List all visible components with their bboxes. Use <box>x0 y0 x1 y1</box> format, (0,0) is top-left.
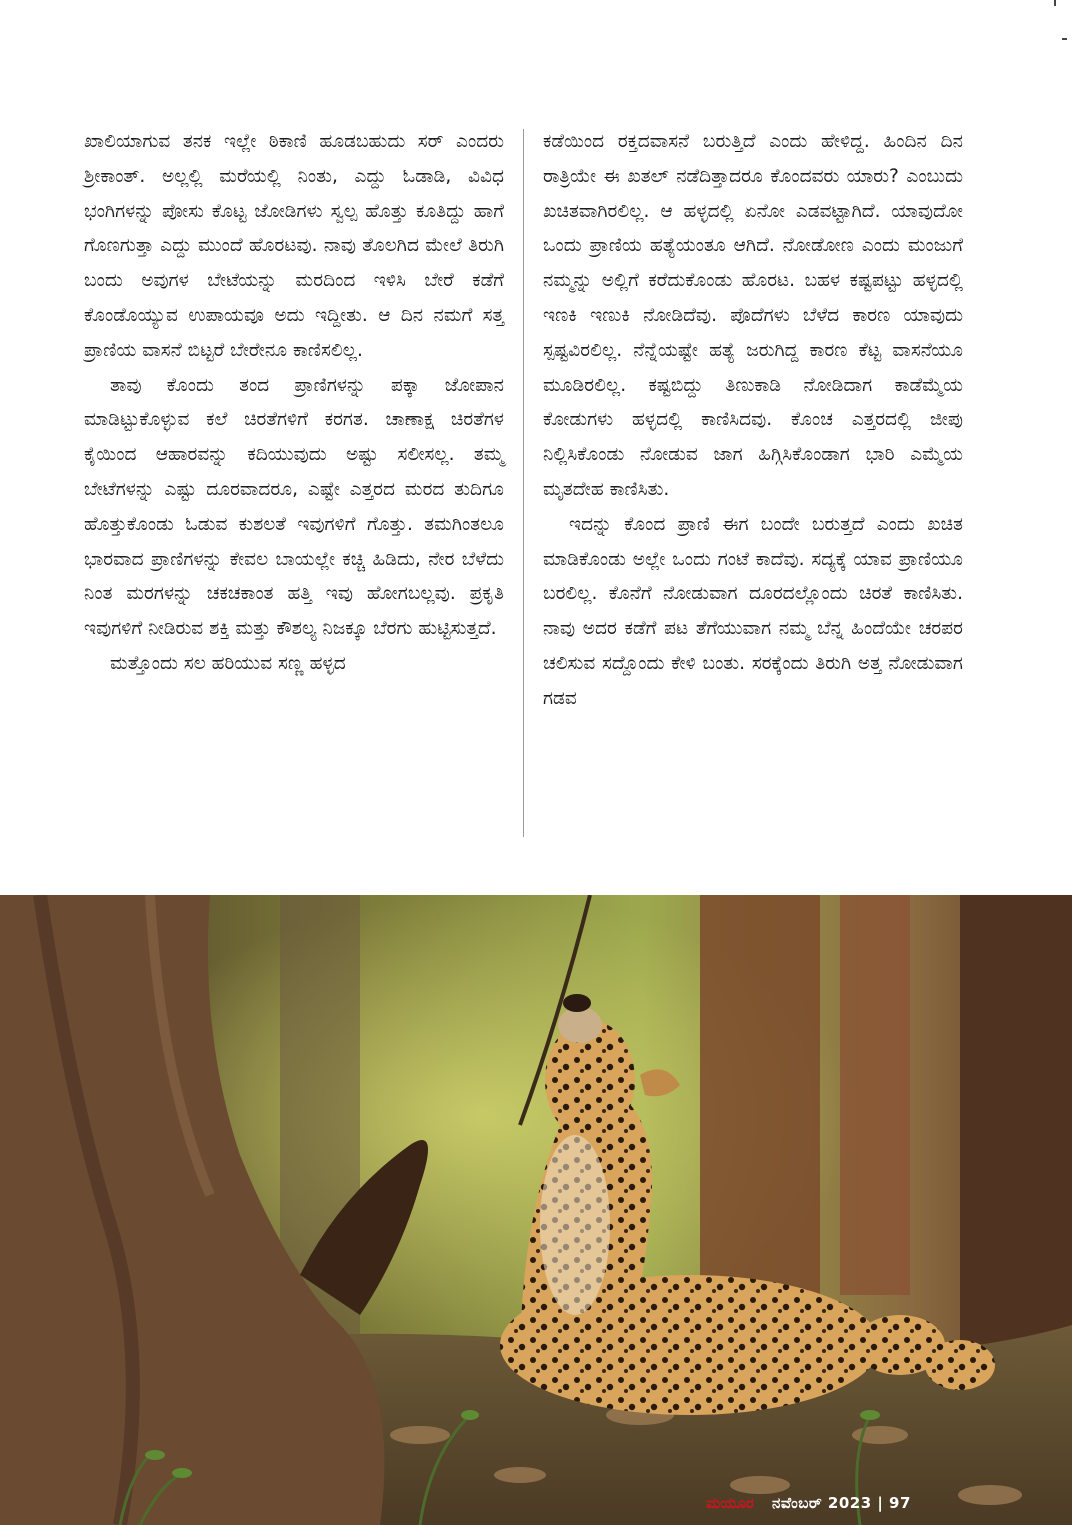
leopard-photo-art <box>0 895 1072 1525</box>
column-divider <box>523 129 524 837</box>
paragraph: ಕಡೆಯಿಂದ ರಕ್ತದವಾಸನೆ ಬರುತ್ತಿದೆ ಎಂದು ಹೇಳಿದ್ದ. ಹಿಂದಿನ ದಿನ ರಾತ್ರಿಯೇ ಈ ಖತಲ್ ನಡೆದಿತ್ತಾದರೂ ಕೊಂದವರು ಯಾರು? ಎಂಬುದು ಖಚಿತವಾಗಿರಲಿಲ್ಲ. ಆ ಹಳ್ಳದಲ್ಲಿ ಏನೋ ಎಡವಟ್ಟಾಗಿದೆ. ಯಾವುದೋ ಒಂದು ಪ್ರಾಣಿಯ ಹತ್ಯೆಯಂತೂ ಆಗಿದೆ. ನೋಡೋಣ ಎಂದು ಮಂಜುಗೆ ನಮ್ಮನ್ನು ಅಲ್ಲಿಗೆ ಕರೆದುಕೊಂಡು ಹೊರಟ. ಬಹಳ ಕಷ್ಟಪಟ್ಟು ಹಳ್ಳದಲ್ಲಿ ಇಣಕಿ ಇಣುಕಿ ನೋಡಿದೆವು. ಪೊದೆಗಳು ಬೆಳೆದ ಕಾರಣ ಯಾವುದು ಸ್ಪಷ್ಟವಿರಲಿಲ್ಲ. ನೆನ್ನೆಯಷ್ಟೇ ಹತ್ಯೆ ಜರುಗಿದ್ದ ಕಾರಣ ಕೆಟ್ಟ ವಾಸನೆಯೂ ಮೂಡಿರಲಿಲ್ಲ. ಕಷ್ಟಬಿದ್ದು ತಿಣುಕಾಡಿ ನೋಡಿದಾಗ ಕಾಡೆಮ್ಮೆಯ ಕೋಡುಗಳು ಹಳ್ಳದಲ್ಲಿ ಕಾಣಿಸಿದವು. ಕೊಂಚ ಎತ್ತರದಲ್ಲಿ ಜೀಪು ನಿಲ್ಲಿಸಿಕೊಂಡು ನೋಡುವ ಜಾಗ ಹಿಗ್ಗಿಸಿಕೊಂಡಾಗ ಭಾರಿ ಎಮ್ಮೆಯ ಮೃತದೇಹ ಕಾಣಿಸಿತು. <box>543 131 963 500</box>
crop-mark-right <box>1062 38 1067 40</box>
paragraph: ಇದನ್ನು ಕೊಂದ ಪ್ರಾಣಿ ಈಗ ಬಂದೇ ಬರುತ್ತದೆ ಎಂದು ಖಚಿತ ಮಾಡಿಕೊಂಡು ಅಲ್ಲೇ ಒಂದು ಗಂಟೆ ಕಾದೆವು. ಸದ್ಯಕ್ಕೆ ಯಾವ ಪ್ರಾಣಿಯೂ ಬರಲಿಲ್ಲ. ಕೊನೆಗೆ ನೋಡುವಾಗ ದೂರದಲ್ಲೊಂದು ಚಿರತೆ ಕಾಣಿಸಿತು. ನಾವು ಅದರ ಕಡೆಗೆ ಪಟ ತೆಗೆಯುವಾಗ ನಮ್ಮ ಬೆನ್ನ ಹಿಂದೆಯೇ ಚರಪರ ಚಲಿಸುವ ಸದ್ದೊಂದು ಕೇಳಿ ಬಂತು. ಸರಕ್ಕೆಂದು ತಿರುಗಿ ಅತ್ತ ನೋಡುವಾಗ ಗಡವ <box>543 513 963 709</box>
crop-mark-top <box>1054 0 1056 6</box>
paragraph: ತಾವು ಕೊಂದು ತಂದ ಪ್ರಾಣಿಗಳನ್ನು ಪಕ್ಕಾ ಜೋಪಾನ ಮಾಡಿಟ್ಟುಕೊಳ್ಳುವ ಕಲೆ ಚಿರತೆಗಳಿಗೆ ಕರಗತ. ಚಾಣಾಕ್ಷ ಚಿರತೆಗಳ ಕೈಯಿಂದ ಆಹಾರವನ್ನು ಕದಿಯುವುದು ಅಷ್ಟು ಸಲೀಸಲ್ಲ. ತಮ್ಮ ಬೇಟೆಗಳನ್ನು ಎಷ್ಟು ದೂರವಾದರೂ, ಎಷ್ಟೇ ಎತ್ತರದ ಮರದ ತುದಿಗೂ ಹೊತ್ತುಕೊಂಡು ಓಡುವ ಕುಶಲತೆ ಇವುಗಳಿಗೆ ಗೊತ್ತು. ತಮಗಿಂತಲೂ ಭಾರವಾದ ಪ್ರಾಣಿಗಳನ್ನು ಕೇವಲ ಬಾಯಲ್ಲೇ ಕಚ್ಚಿ ಹಿಡಿದು, ನೇರ ಬೆಳೆದು ನಿಂತ ಮರಗಳನ್ನು ಚಕಚಕಾಂತ ಹತ್ತಿ ಇವು ಹೋಗಬಲ್ಲವು. ಪ್ರಕೃತಿ ಇವುಗಳಿಗೆ ನೀಡಿರುವ ಶಕ್ತಿ ಮತ್ತು ಕೌಶಲ್ಯ ನಿಜಕ್ಕೂ ಬೆರಗು ಹುಟ್ಟಿಸುತ್ತದೆ. <box>84 374 504 640</box>
page-footer: ನವೆಂಬರ್ 2023 | 97 <box>772 1494 911 1512</box>
leopard-photo <box>0 895 1072 1525</box>
left-column <box>84 125 504 682</box>
magazine-logo: ಮಯೂರ <box>706 1494 754 1512</box>
paragraph: ಖಾಲಿಯಾಗುವ ತನಕ ಇಲ್ಲೇ ಠಿಕಾಣಿ ಹೂಡಬಹುದು ಸರ್ ಎಂದರು ಶ್ರೀಕಾಂತ್. ಅಲ್ಲಲ್ಲಿ ಮರೆಯಲ್ಲಿ ನಿಂತು, ಎದ್ದು ಓಡಾಡಿ, ವಿವಿಧ ಭಂಗಿಗಳನ್ನು ಪೋಸು ಕೊಟ್ಟ ಜೋಡಿಗಳು ಸ್ವಲ್ಪ ಹೊತ್ತು ಕೂತಿದ್ದು ಹಾಗೆ ಗೊಣಗುತ್ತಾ ಎದ್ದು ಮುಂದೆ ಹೊರಟವು. ನಾವು ತೊಲಗಿದ ಮೇಲೆ ತಿರುಗಿ ಬಂದು ಅವುಗಳ ಬೇಟೆಯನ್ನು ಮರದಿಂದ ಇಳಿಸಿ ಬೇರೆ ಕಡೆಗೆ ಕೊಂಡೊಯ್ಯುವ ಉಪಾಯವೂ ಅದು ಇದ್ದೀತು. ಆ ದಿನ ನಮಗೆ ಸತ್ತ ಪ್ರಾಣಿಯ ವಾಸನೆ ಬಿಟ್ಟರೆ ಬೇರೇನೂ ಕಾಣಿಸಲಿಲ್ಲ. <box>84 131 504 361</box>
paragraph: ಮತ್ತೊಂದು ಸಲ ಹರಿಯುವ ಸಣ್ಣ ಹಳ್ಳದ <box>110 652 346 674</box>
right-column <box>543 125 963 717</box>
article-body <box>84 125 970 845</box>
